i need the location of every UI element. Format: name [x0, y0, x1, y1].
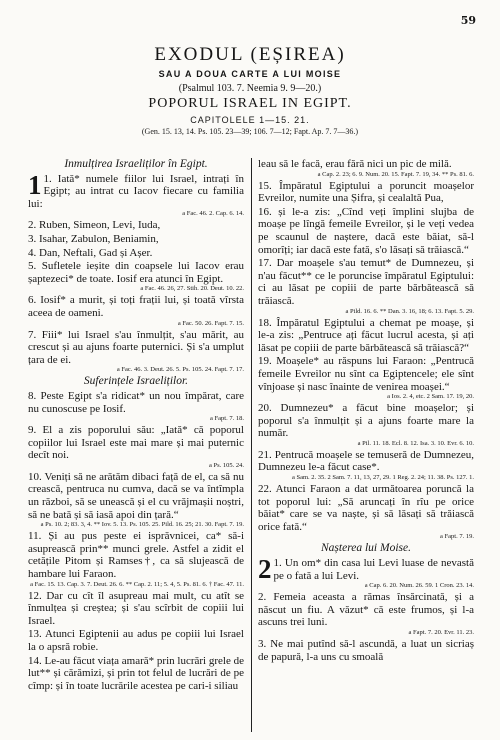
verse: 18. Împăratul Egiptului a chemat pe moașe, și le-a zis: „Pentruce ați făcut lucrul acesta, și ați lăsat pe copiii de parte bărbătească să trăiască?“ [258, 316, 474, 354]
cross-references: (Gen. 15. 13, 14. Ps. 105. 23—39; 106. 7—12; Fapt. Ap. 7. 7—36.) [141, 127, 359, 136]
section-heading: Inmulțirea Israeliților în Egipt. [64, 158, 208, 170]
verse-ref: a Fac. 46. 2. Cap. 6. 14. [182, 210, 244, 218]
verse-1-1: 1 1. Iată* numele fiilor lui Israel, intrați în Egipt; au intrat cu Iacov fiecare cu familia lui: a Fac. 46. 2. Cap. 6. 14. [28, 169, 244, 218]
verse: leau să le facă, erau fără nici un pic de milă. a Cap. 2. 23; 6. 9. Num. 20. 15. Fapt. 7. 19, 34. ** Ps. 81. 6. [258, 158, 474, 178]
verse: 14. Le-au făcut viața amară* prin lucrări grele de lut** și cărămizi, și prin tot felul de lucrări de pe cîmp: și în toate lucrările acestea pe cari-i siliau [28, 654, 244, 692]
page-number: 59 [460, 14, 476, 27]
verse: 5. Sufletele ieșite din coapsele lui Iacov erau șaptezeci* de toate. Iosif era atunci în Egipt. a Fac. 46. 26, 27. Stih. 20. Deut. 10. 22. [28, 260, 244, 293]
verse-ref: a Fapt. 7. 20. Evr. 11. 23. [408, 629, 474, 636]
right-column [258, 158, 474, 732]
verse-ref: a Ps. 105. 24. [208, 461, 244, 469]
verse-2-1: 2 1. Un om* din casa lui Levi luase de nevastă pe o fată a lui Levi. a Cap. 6. 20. Num. 26. 59. 1 Cron. 23. 14. [258, 554, 474, 590]
verse-ref: a Pild. 16. 6. ** Dan. 3. 16, 18; 6. 13. Fapt. 5. 29. [345, 307, 474, 315]
section-heading: Suferințele Israeliților. [83, 375, 189, 388]
verse: 11. Și au pus peste ei isprăvnicei, ca* să-i asuprească prin** munci grele. Astfel a zidit el cetățile Pitom și Ramses†, ca să slujească de hambare lui Faraon. a Fac. 15. 13. Cap. 3. 7. Deut. 26. 6. ** Cap. 2. 11; 5. 4, 5. Ps. 81. 6. † Fac. 47. 11. [28, 530, 244, 588]
verse-ref: a Fapt. 7. 18. [210, 415, 244, 423]
section-title: POPORUL ISRAEL IN EGIPT. [148, 96, 352, 111]
verse: 6. Iosif* a murit, și toți frații lui, și toată vîrsta aceea de oameni. a Fac. 50. 26. Fapt. 7. 15. [28, 294, 244, 327]
page-header [0, 44, 500, 136]
verse-ref: a Fac. 46. 26, 27. Stih. 20. Deut. 10. 22. [140, 285, 244, 293]
verse: 2. Femeia aceasta a rămas însărcinată, și a născut un fiu. A văzut* că este frumos, și l-a ascuns trei luni. a Fapt. 7. 20. Evr. 11. 23. [258, 591, 474, 636]
verse: 15. Împăratul Egiptului a poruncit moașelor Evreilor, numite una Șifra, și cealaltă Pua, [258, 179, 474, 205]
verse: 7. Fiii* lui Israel s'au înmulțit, s'au mărit, au crescut și au ajuns foarte puternici. Și s'a umplut țara de ei. a Fac. 46. 3. Deut. 26. 5. Ps. 105. 24. Fapt. 7. 17. [28, 328, 244, 374]
verse: 9. El a zis poporului său: „Iată* că poporul copiilor lui Israel este mai mare și mai puternic decît noi. a Ps. 105. 24. [28, 424, 244, 469]
verse: 12. Dar cu cît îl asupreau mai mult, cu atît se înmulțea și creștea; și s'au scîrbit de copiii lui Israel. [28, 589, 244, 627]
verse: 16. și le-a zis: „Cînd veți împlini slujba de moașe pe lîngă femeile Evreilor, și le veți vedea pe scaunul de naștere, dacă este băiat, să-l omorîți; iar dacă este fată, s'o lăsați să trăiască.“ [258, 205, 474, 256]
column-divider [251, 158, 252, 732]
verse: 20. Dumnezeu* a făcut bine moașelor; și poporul s'a înmulțit și a ajuns foarte mare la număr. a Pil. 11. 18. Ecl. 8. 12. Isa. 3. 10. Evr. 6. 10. [258, 402, 474, 447]
section-heading: Nașterea lui Moise. [321, 542, 411, 555]
verse-ref: a Pil. 11. 18. Ecl. 8. 12. Isa. 3. 10. Evr. 6. 10. [357, 439, 474, 447]
chapter-number: 1 [28, 169, 42, 200]
verse: 3. Isahar, Zabulon, Beniamin, [28, 232, 159, 245]
book-title: EXODUL (EȘIREA) [154, 44, 346, 65]
verse: 13. Atunci Egiptenii au adus pe copiii lui Israel la o apsră robie. [28, 628, 244, 653]
chapter-number: 2 [258, 554, 272, 585]
book-subtitle: SAU A DOUA CARTE A LUI MOISE [158, 69, 342, 79]
psalm-reference: (Psalmul 103. 7. Neemia 9. 9—20.) [178, 83, 322, 94]
verse-ref: a Fac. 15. 13. Cap. 3. 7. Deut. 26. 6. ** Cap. 2. 11; 5. 4, 5. Ps. 81. 6. † Fac. 47. 11. [30, 580, 244, 588]
verse: 3. Ne mai putînd să-l ascundă, a luat un sicriaș de papură, l-a uns cu smoală [258, 638, 474, 663]
verse-ref: a Cap. 6. 20. Num. 26. 59. 1 Cron. 23. 14. [364, 582, 474, 590]
verse-ref: a Sam. 2. 35. 2 Sam. 7. 11, 13, 27, 29. 1 Reg. 2. 24; 11. 38. Ps. 127. 1. [291, 474, 474, 482]
verse: 2. Ruben, Simeon, Levi, Iuda, [28, 219, 161, 232]
chapter-range: CAPITOLELE 1—15. 21. [190, 115, 310, 125]
left-column [28, 158, 244, 732]
verse: 21. Pentrucă moașele se temuseră de Dumnezeu, Dumnezeu le-a făcut case*. a Sam. 2. 35. 2 Sam. 7. 11, 13, 27, 29. 1 Reg. 2. 24; 11. 38. Ps. 127. 1. [258, 448, 474, 482]
verse: 4. Dan, Neftali, Gad și Așer. [28, 246, 153, 259]
verse: 8. Peste Egipt s'a ridicat* un nou împărat, care nu cunoscuse pe Iosif. a Fapt. 7. 18. [28, 389, 244, 423]
verse: 10. Veniți să ne arătăm dibaci față de el, ca să nu crească, pentruca nu cumva, dacă se va întîmpla un război, să se unească și el cu vrăjmașii noștri, să ne bată și să iasă apoi din țară.“ a Ps. 10. 2; 83. 3, 4. ** Iov. 5. 13. Ps. 105. 25. Pild. 16. 25; 21. 30. Fapt. 7. 19. [28, 470, 244, 529]
verse: 19. Moașele* au răspuns lui Faraon: „Pentrucă femeile Evreilor nu sînt ca Egiptencele; ele sînt vînjoase și nasc înainte de venirea moașei.“ a Ios. 2. 4, etc. 2 Sam. 17. 19, 20. [258, 355, 474, 401]
verse-ref: a Fapt. 7. 19. [440, 533, 474, 541]
verse-ref: a Fac. 50. 26. Fapt. 7. 15. [177, 319, 244, 327]
verse: 22. Atunci Faraon a dat următoarea poruncă la tot poporul lui: „Să aruncați în rîu pe orice băiat* care se va naște, și să lăsați să trăiască orice fată.“ a Fapt. 7. 19. [258, 483, 474, 541]
verse-ref: a Fac. 46. 3. Deut. 26. 5. Ps. 105. 24. Fapt. 7. 17. [116, 366, 244, 374]
verse: 17. Dar moașele s'au temut* de Dumnezeu, și n'au făcut** ce le poruncise împăratul Egiptului: ci au lăsat pe copiii de parte bărbătească să trăiască. a Pild. 16. 6. ** Dan. 3. 16, 18; 6. 13. Fapt. 5. 29. [258, 257, 474, 315]
verse-ref: a Cap. 2. 23; 6. 9. Num. 20. 15. Fapt. 7. 19, 34. ** Ps. 81. 6. [317, 170, 474, 178]
text-columns [28, 158, 474, 732]
verse-ref: a Ios. 2. 4, etc. 2 Sam. 17. 19, 20. [387, 393, 474, 401]
verse-ref: a Ps. 10. 2; 83. 3, 4. ** Iov. 5. 13. Ps. 105. 25. Pild. 16. 25; 21. 30. Fapt. 7. 19. [40, 521, 244, 529]
